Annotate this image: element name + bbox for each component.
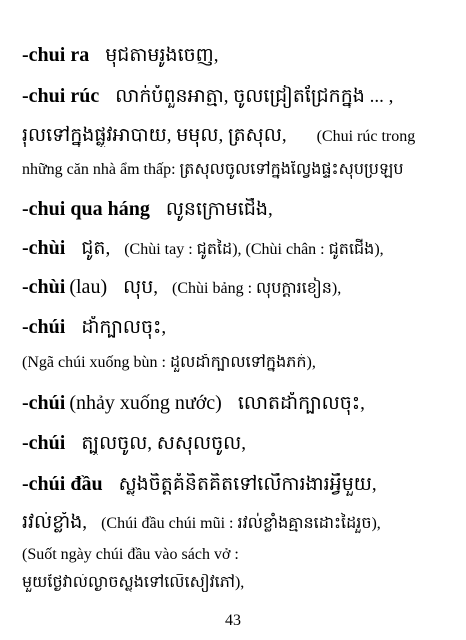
page-number: 43 <box>225 612 241 629</box>
khmer-definition: ដាំក្បាលចុះ, <box>81 317 167 338</box>
entry-chui-ruc <box>22 85 452 108</box>
headword: -chui rúc <box>22 85 100 107</box>
entry-chui-ruc-example <box>22 161 452 179</box>
headword-qualifier: (lau) <box>69 276 108 298</box>
entry-chui-enter <box>22 432 452 455</box>
example-note: (Chúi đầu chúi mũi : រវល់ខ្លាំងគ្មានដោះដៃរួច), <box>101 515 381 532</box>
khmer-definition: លុប, <box>123 277 159 298</box>
entry-chui-dau-example <box>22 546 452 564</box>
entry-chui-dive <box>22 316 452 339</box>
headword: -chui ra <box>22 44 90 66</box>
headword: -chùi <box>22 237 66 259</box>
khmer-definition: លាក់បំពួនអាត្មា, ចូលជ្រៀតជ្រែកក្នុង ... , <box>115 86 394 107</box>
khmer-definition: មួយថ្ងៃវាល់ល្ងាចស្លុងទៅលើសៀវភៅ), <box>22 574 245 591</box>
headword: -chúi <box>22 392 66 414</box>
khmer-definition: មុជតាមរូងចេញ, <box>105 45 219 66</box>
khmer-definition: ត្រសុលចូលទៅក្នុងល្វែងផ្ទះសុបប្រឡប <box>179 161 404 178</box>
headword: -chùi <box>22 276 66 298</box>
khmer-definition: រុលទៅក្នុងផ្លូវអាបាយ, មមុល, ត្រសុល, <box>22 125 287 146</box>
khmer-definition: លូនក្រោមជើង, <box>165 199 273 220</box>
entry-chui-nhay <box>22 392 452 415</box>
entry-chui-qua-hang <box>22 198 452 221</box>
entry-chui-wipe <box>22 237 452 260</box>
example-note: (Chùi tay : ជូតដៃ), (Chùi chân : ជូតជើង), <box>124 241 384 258</box>
entry-chui-lau <box>22 276 452 299</box>
headword: -chúi <box>22 432 66 454</box>
headword: -chui qua háng <box>22 198 150 220</box>
example-note: (Suốt ngày chúi đầu vào sách vở : <box>22 546 239 563</box>
entry-chui-ruc-cont <box>22 125 452 147</box>
example-note: (Chùi bảng : លុបក្ដារខៀន), <box>172 280 342 297</box>
headword-qualifier: (nhảy xuống nước) <box>69 392 222 414</box>
example-note: (Chui rúc trong <box>316 128 416 145</box>
entry-chui-dau <box>22 473 452 496</box>
khmer-definition: លោតដាំក្បាលចុះ, <box>237 393 365 414</box>
headword: -chúi <box>22 316 66 338</box>
khmer-definition: រវល់ខ្លាំង, <box>22 512 88 533</box>
entry-chui-dau-example-cont <box>22 574 452 592</box>
example-note: (Ngã chúi xuống bùn : ដួលដាំក្បាលទៅក្នុងភក់), <box>22 354 316 371</box>
entry-chui-example <box>22 354 452 372</box>
example-note: những căn nhà ẩm thấp: <box>22 161 176 178</box>
entry-chui-dau-cont <box>22 512 452 534</box>
headword: -chúi đầu <box>22 473 103 495</box>
khmer-definition: ត្បូលចូល, សសុលចូល, <box>81 433 246 454</box>
khmer-definition: ជូត, <box>81 238 111 259</box>
khmer-definition: ស្លុងចិត្តគំនិតគិតទៅលើការងារអ្វីមួយ, <box>118 474 377 495</box>
entry-chui-ra <box>22 44 452 67</box>
